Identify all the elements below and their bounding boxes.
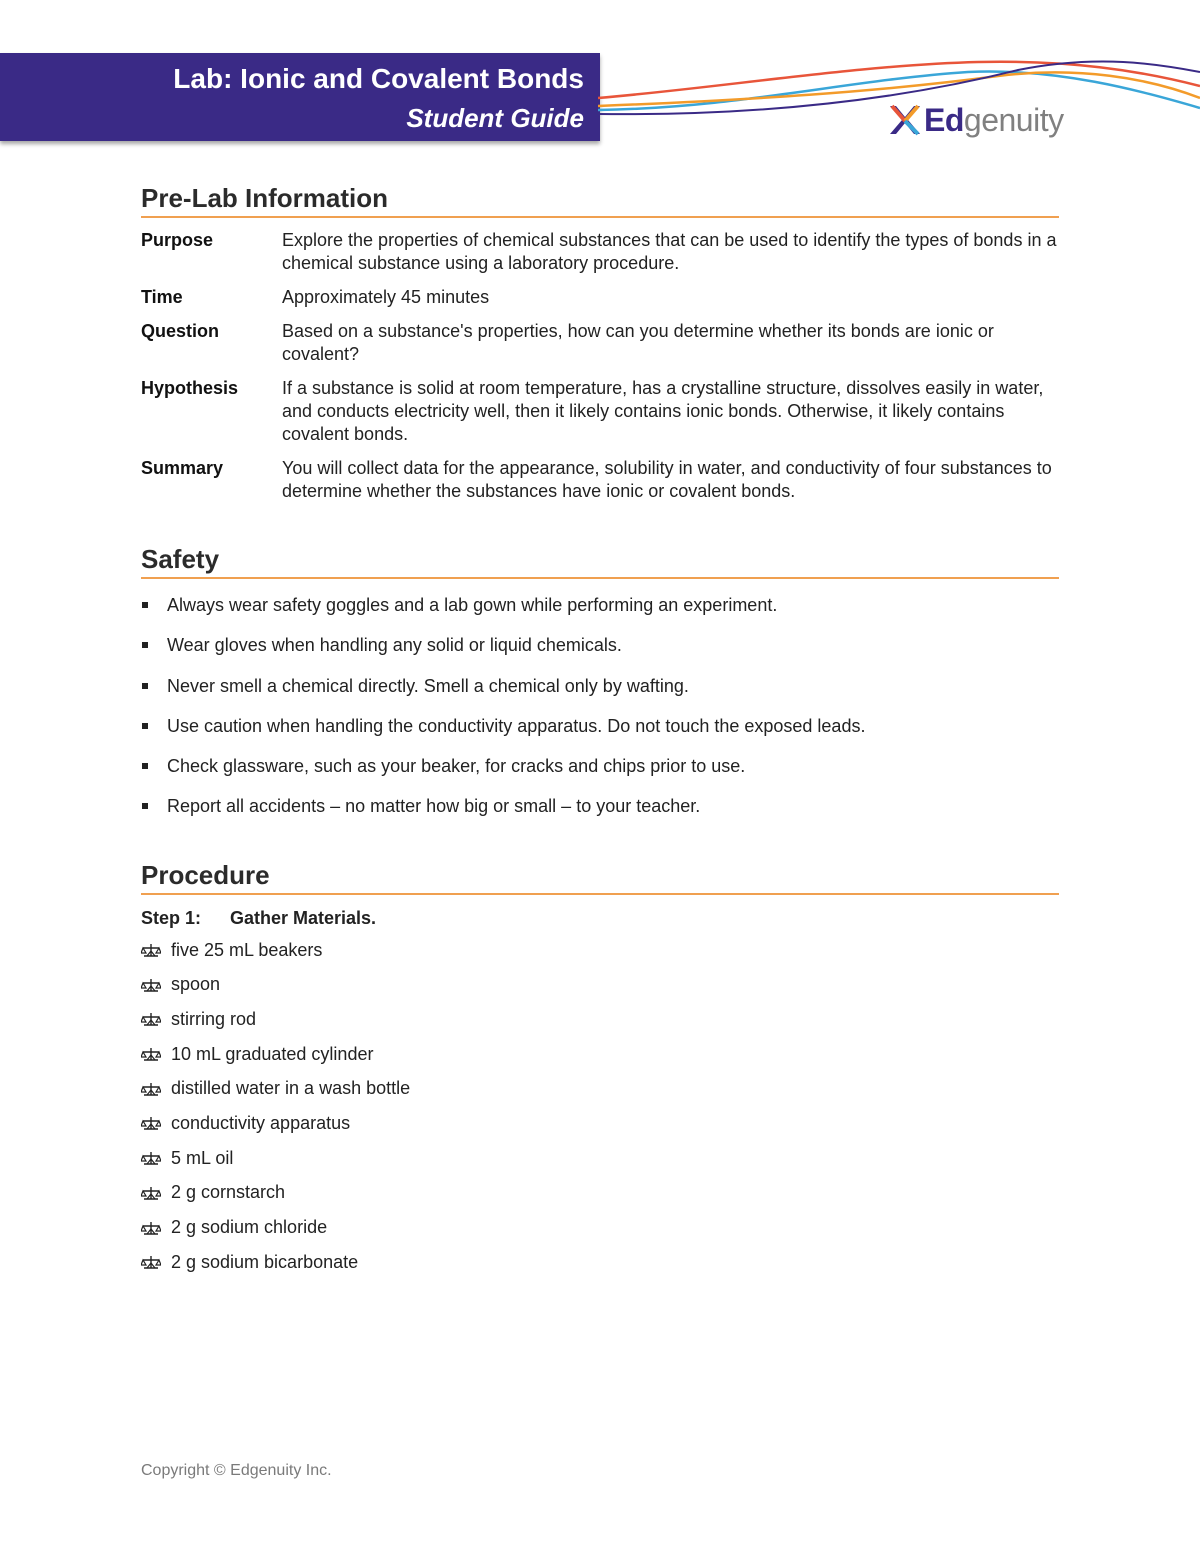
material-label: 2 g sodium chloride: [171, 1217, 328, 1237]
info-label: Hypothesis: [141, 378, 239, 398]
scale-balance-icon: [141, 942, 171, 958]
list-item: [141, 938, 1059, 962]
list-item: Never smell a chemical directly. Smell a chemical only by wafting.: [141, 674, 1059, 698]
step-number: Step 1:: [141, 908, 202, 928]
procedure-heading: Procedure: [141, 859, 1059, 895]
safety-heading: Safety: [141, 543, 1059, 579]
square-bullet-icon: [142, 803, 148, 809]
edgenuity-x-logo-icon: [888, 102, 922, 138]
material-label: stirring rod: [171, 1008, 257, 1029]
info-row-question: [141, 320, 1059, 366]
list-item: [141, 1146, 1059, 1170]
list-item: Report all accidents – no matter how big or small – to your teacher.: [141, 794, 1059, 818]
edgenuity-logo: [888, 100, 1064, 140]
scale-balance-icon: [141, 1254, 171, 1270]
list-item: [141, 1042, 1059, 1066]
prelab-section: [141, 182, 1059, 503]
square-bullet-icon: [142, 683, 148, 689]
square-bullet-icon: [142, 723, 148, 729]
step-heading: [141, 906, 1059, 930]
square-bullet-icon: [142, 602, 148, 608]
prelab-heading: Pre-Lab Information: [141, 182, 1059, 218]
info-text: If a substance is solid at room temperature, has a crystalline structure, dissolves easily in water, and conducts electricity well, then it likely contains ionic bonds. Otherwise, it likely contains covalent bonds.: [282, 378, 1044, 444]
material-label: conductivity apparatus: [171, 1112, 351, 1133]
info-label: Summary: [141, 458, 224, 478]
scale-balance-icon: [141, 1185, 171, 1201]
material-label: distilled water in a wash bottle: [171, 1078, 411, 1099]
document-title: Lab: Ionic and Covalent Bonds: [173, 63, 584, 94]
safety-section: [141, 543, 1059, 835]
safety-list: [141, 593, 1059, 818]
step-title: Gather Materials.: [230, 908, 377, 928]
info-label: Purpose: [141, 230, 214, 250]
logo-wordmark: Edgenuity: [924, 102, 1064, 138]
list-item: Wear gloves when handling any solid or liquid chemicals.: [141, 633, 1059, 657]
info-text: Explore the properties of chemical substances that can be used to identify the types of bonds in a chemical substance using a laboratory procedure.: [282, 230, 1057, 273]
list-item: [141, 1181, 1059, 1205]
info-text: Approximately 45 minutes: [282, 287, 490, 307]
square-bullet-icon: [142, 642, 148, 648]
scale-balance-icon: [141, 977, 171, 993]
info-row-purpose: [141, 229, 1059, 275]
scale-balance-icon: [141, 1115, 171, 1131]
scale-balance-icon: [141, 1046, 171, 1062]
list-item: Always wear safety goggles and a lab gown while performing an experiment.: [141, 593, 1059, 617]
list-item: Use caution when handling the conductivity apparatus. Do not touch the exposed leads.: [141, 714, 1059, 738]
info-text: Based on a substance's properties, how can you determine whether its bonds are ionic or covalent?: [282, 321, 994, 364]
scale-balance-icon: [141, 1081, 171, 1097]
info-label: Question: [141, 321, 220, 341]
material-label: 10 mL graduated cylinder: [171, 1043, 374, 1064]
list-item: Check glassware, such as your beaker, for cracks and chips prior to use.: [141, 754, 1059, 778]
list-item: [141, 1111, 1059, 1135]
info-row-summary: [141, 457, 1059, 503]
list-item: [141, 1250, 1059, 1274]
list-item: [141, 1007, 1059, 1031]
material-label: five 25 mL beakers: [171, 939, 323, 960]
material-label: 2 g sodium bicarbonate: [171, 1251, 359, 1272]
scale-balance-icon: [141, 1011, 171, 1027]
scale-balance-icon: [141, 1150, 171, 1166]
header-banner: [0, 53, 600, 141]
info-row-hypothesis: [141, 377, 1059, 446]
list-item: [141, 973, 1059, 997]
list-item: [141, 1077, 1059, 1101]
info-text: You will collect data for the appearance, solubility in water, and conductivity of four substances to determine whether the substances have ionic or covalent bonds.: [282, 458, 1052, 501]
scale-balance-icon: [141, 1220, 171, 1236]
material-label: spoon: [171, 974, 221, 995]
copyright-footer: Copyright © Edgenuity Inc.: [141, 1462, 332, 1479]
document-subtitle: Student Guide: [406, 103, 584, 133]
list-item: [141, 1216, 1059, 1240]
materials-list: [141, 938, 1059, 1274]
info-label: Time: [141, 287, 183, 307]
info-row-time: [141, 286, 1059, 309]
procedure-section: [141, 859, 1059, 1285]
material-label: 5 mL oil: [171, 1147, 234, 1168]
square-bullet-icon: [142, 763, 148, 769]
material-label: 2 g cornstarch: [171, 1182, 286, 1203]
